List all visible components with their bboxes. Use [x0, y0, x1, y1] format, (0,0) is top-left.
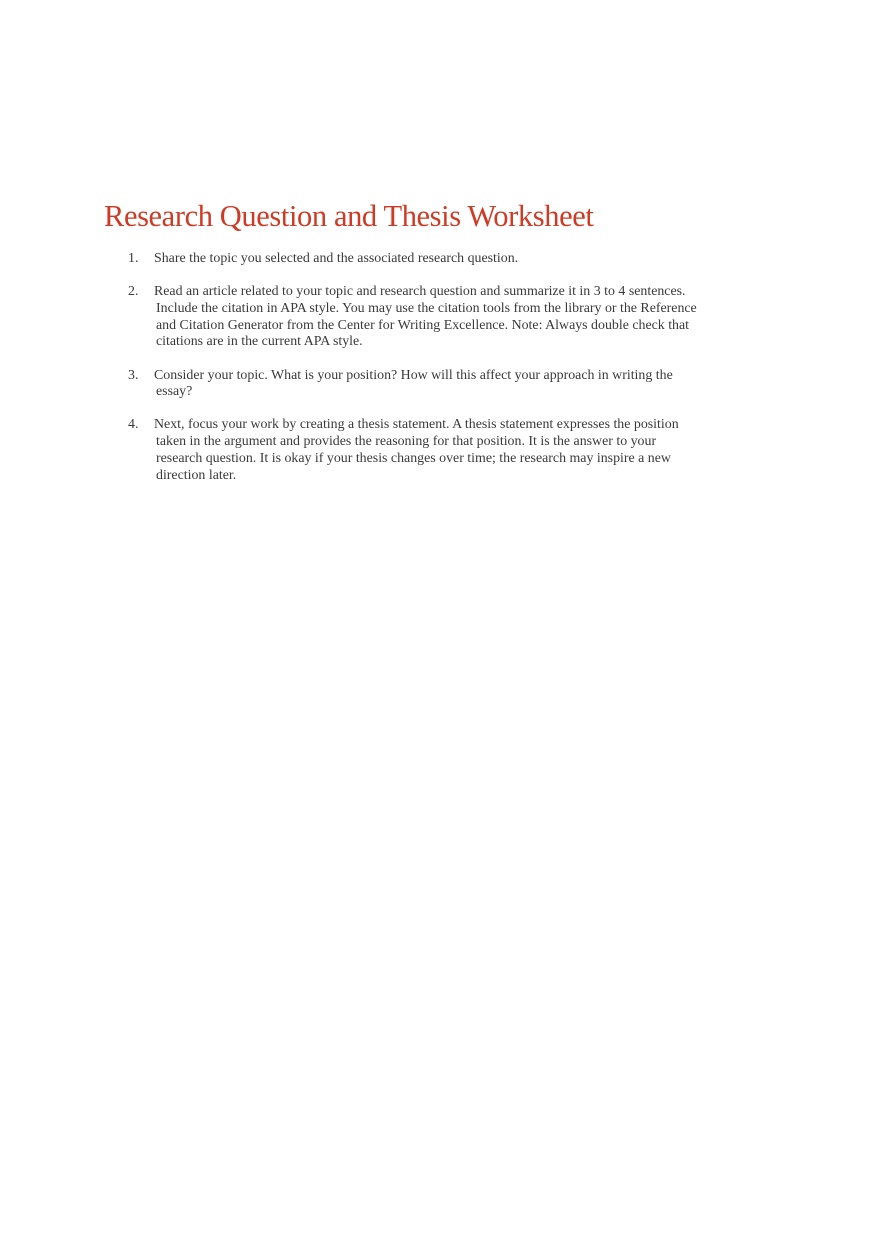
item-line: Next, focus your work by creating a thesis statement. A thesis statement expresses the position: [154, 417, 679, 433]
item-text: [154, 251, 728, 268]
item-line: citations are in the current APA style.: [156, 334, 363, 350]
item-line: essay?: [156, 384, 193, 400]
list-item: [128, 368, 728, 401]
item-number: 3.: [128, 367, 139, 383]
item-line: Share the topic you selected and the associated research question.: [154, 251, 519, 266]
item-text: [154, 417, 728, 484]
item-line: Include the citation in APA style. You may use the citation tools from the library or the Reference: [156, 300, 697, 316]
list-item: [128, 417, 728, 484]
item-text: [154, 368, 728, 401]
item-line: Read an article related to your topic and research question and summarize it in 3 to 4 sentences.: [154, 284, 686, 300]
list-item: [128, 284, 728, 351]
question-list: [128, 251, 728, 501]
item-number: 4.: [128, 417, 139, 433]
item-text: [154, 284, 728, 351]
item-number: 2.: [128, 284, 139, 300]
item-line: Consider your topic. What is your position? How will this affect your approach in writing the: [154, 367, 673, 383]
worksheet-title: Research Question and Thesis Worksheet: [104, 199, 594, 233]
list-item: [128, 251, 728, 268]
item-line: research question. It is okay if your thesis changes over time; the research may inspire a new: [156, 450, 671, 466]
item-line: taken in the argument and provides the reasoning for that position. It is the answer to your: [156, 434, 657, 450]
item-line: direction later.: [156, 467, 237, 483]
item-number: 1.: [128, 251, 139, 266]
item-line: and Citation Generator from the Center for Writing Excellence. Note: Always double check that: [156, 317, 690, 333]
